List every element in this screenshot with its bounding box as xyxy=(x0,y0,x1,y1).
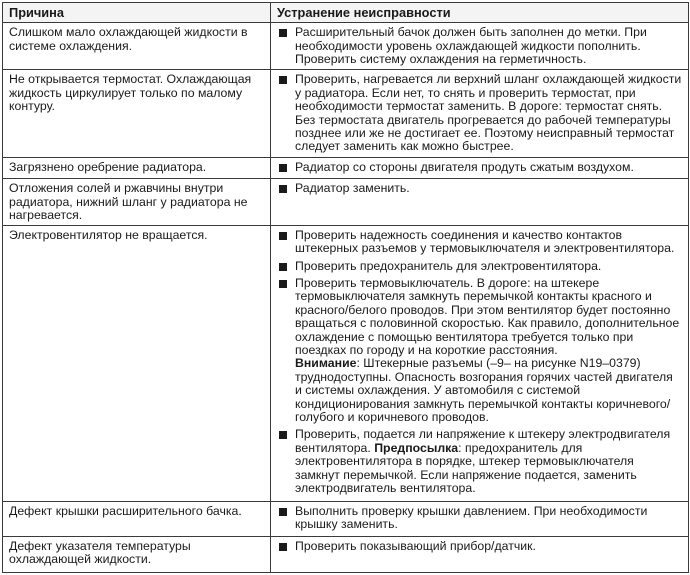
cause-cell: Не открывается термостат. Охлаждающая жидкость циркулирует только по малому контуру. xyxy=(3,70,271,158)
fix-cell xyxy=(271,536,689,572)
fix-text: Проверить предохранитель для электровентилятора. xyxy=(295,258,602,273)
cause-cell: Дефект указателя температуры охлаждающей жидкости. xyxy=(3,536,271,572)
fix-item xyxy=(277,229,682,256)
fix-text: Выполнить проверку крышки давлением. При необходимости крышку заменить. xyxy=(295,503,648,532)
table-row xyxy=(3,158,689,179)
troubleshooting-table xyxy=(2,2,689,573)
square-bullet-icon xyxy=(279,29,287,37)
square-bullet-icon xyxy=(279,508,287,516)
square-bullet-icon xyxy=(279,280,287,288)
attention-label: Внимание xyxy=(295,356,357,371)
fix-item xyxy=(277,161,682,174)
fix-text: Радиатор заменить. xyxy=(295,181,410,196)
header-row xyxy=(3,3,689,23)
fix-item xyxy=(277,277,682,424)
cause-cell: Дефект крышки расширительного бачка. xyxy=(3,501,271,536)
fix-item xyxy=(277,260,682,273)
fix-cell xyxy=(271,70,689,158)
cause-cell: Электровентилятор не вращается. xyxy=(3,225,271,501)
fix-cell xyxy=(271,501,689,536)
fix-item xyxy=(277,26,682,66)
fix-text: Проверить, подается ли напряжение к штекеру электродвигателя вентилятора. xyxy=(295,427,671,455)
cause-cell: Загрязнено оребрение радиатора. xyxy=(3,158,271,179)
fix-item xyxy=(277,73,682,153)
table-row xyxy=(3,225,689,501)
fix-text: Проверить надежность соединения и качество контактов штекерных разъемов у термовыключателя и электровентилятора. xyxy=(295,227,675,256)
square-bullet-icon xyxy=(279,431,287,439)
fix-item xyxy=(277,428,682,495)
header-cause: Причина xyxy=(3,3,271,23)
fix-text: Проверить, нагревается ли верхний шланг охлаждающей жидкости у радиатора. Если нет, то снять и проверить термостат, при необходимости термостат заменить. В дороге: термостат снять. Без термостата двигатель прогревается до рабочей температуры позднее или же не достигает ее. Поэтому неисправный термостат следует заменить как можно быстрее. xyxy=(295,72,682,154)
table-row xyxy=(3,179,689,225)
table-row xyxy=(3,501,689,536)
square-bullet-icon xyxy=(279,232,287,240)
fix-item xyxy=(277,540,682,553)
table-row xyxy=(3,70,689,158)
fix-item xyxy=(277,182,682,195)
fix-text-continued: : Штекерные разъемы (–9– на рисунке N19–0379) труднодоступны. Опасность возгорания горячих частей двигателя и системы охлаждения. У автомобиля с системой кондиционирования замкнуть перемычкой контакты коричневого/голубого и коричневого проводов. xyxy=(295,356,673,425)
fix-cell xyxy=(271,179,689,225)
fix-cell xyxy=(271,23,689,70)
table-row xyxy=(3,23,689,70)
table-row xyxy=(3,536,689,572)
fix-item xyxy=(277,505,682,532)
square-bullet-icon xyxy=(279,164,287,172)
square-bullet-icon xyxy=(279,76,287,84)
cause-cell: Слишком мало охлаждающей жидкости в системе охлаждения. xyxy=(3,23,271,70)
fix-cell xyxy=(271,158,689,179)
square-bullet-icon xyxy=(279,543,287,551)
fix-text: Расширительный бачок должен быть заполнен до метки. При необходимости уровень охлаждающей жидкости пополнить. Проверить систему охлаждения на герметичность. xyxy=(295,25,647,67)
fix-text: Радиатор со стороны двигателя продуть сжатым воздухом. xyxy=(295,160,634,175)
square-bullet-icon xyxy=(279,263,287,271)
fix-text: Проверить термовыключатель. В дороге: на штекере термовыключателя замкнуть перемычкой контакты красного и красного/белого проводов. При этом вентилятор будет постоянно вращаться с половинной скоростью. Как правило, дополнительное охлаждение с помощью вентилятора требуется только при поездках по городу и на короткие расстояния. xyxy=(295,275,680,357)
fix-cell xyxy=(271,225,689,501)
fix-text-continued: : предохранитель для электровентилятора в порядке, штекер термовыключателя замкнут перемычкой. Если напряжение подается, заменить электродвигатель вентилятора. xyxy=(295,440,637,496)
square-bullet-icon xyxy=(279,185,287,193)
fix-text: Проверить показывающий прибор/датчик. xyxy=(295,538,536,553)
precondition-label: Предпосылка xyxy=(374,440,459,455)
cause-cell: Отложения солей и ржавчины внутри радиатора, нижний шланг у радиатора не нагревается. xyxy=(3,179,271,225)
header-fix: Устранение неисправности xyxy=(271,3,689,23)
